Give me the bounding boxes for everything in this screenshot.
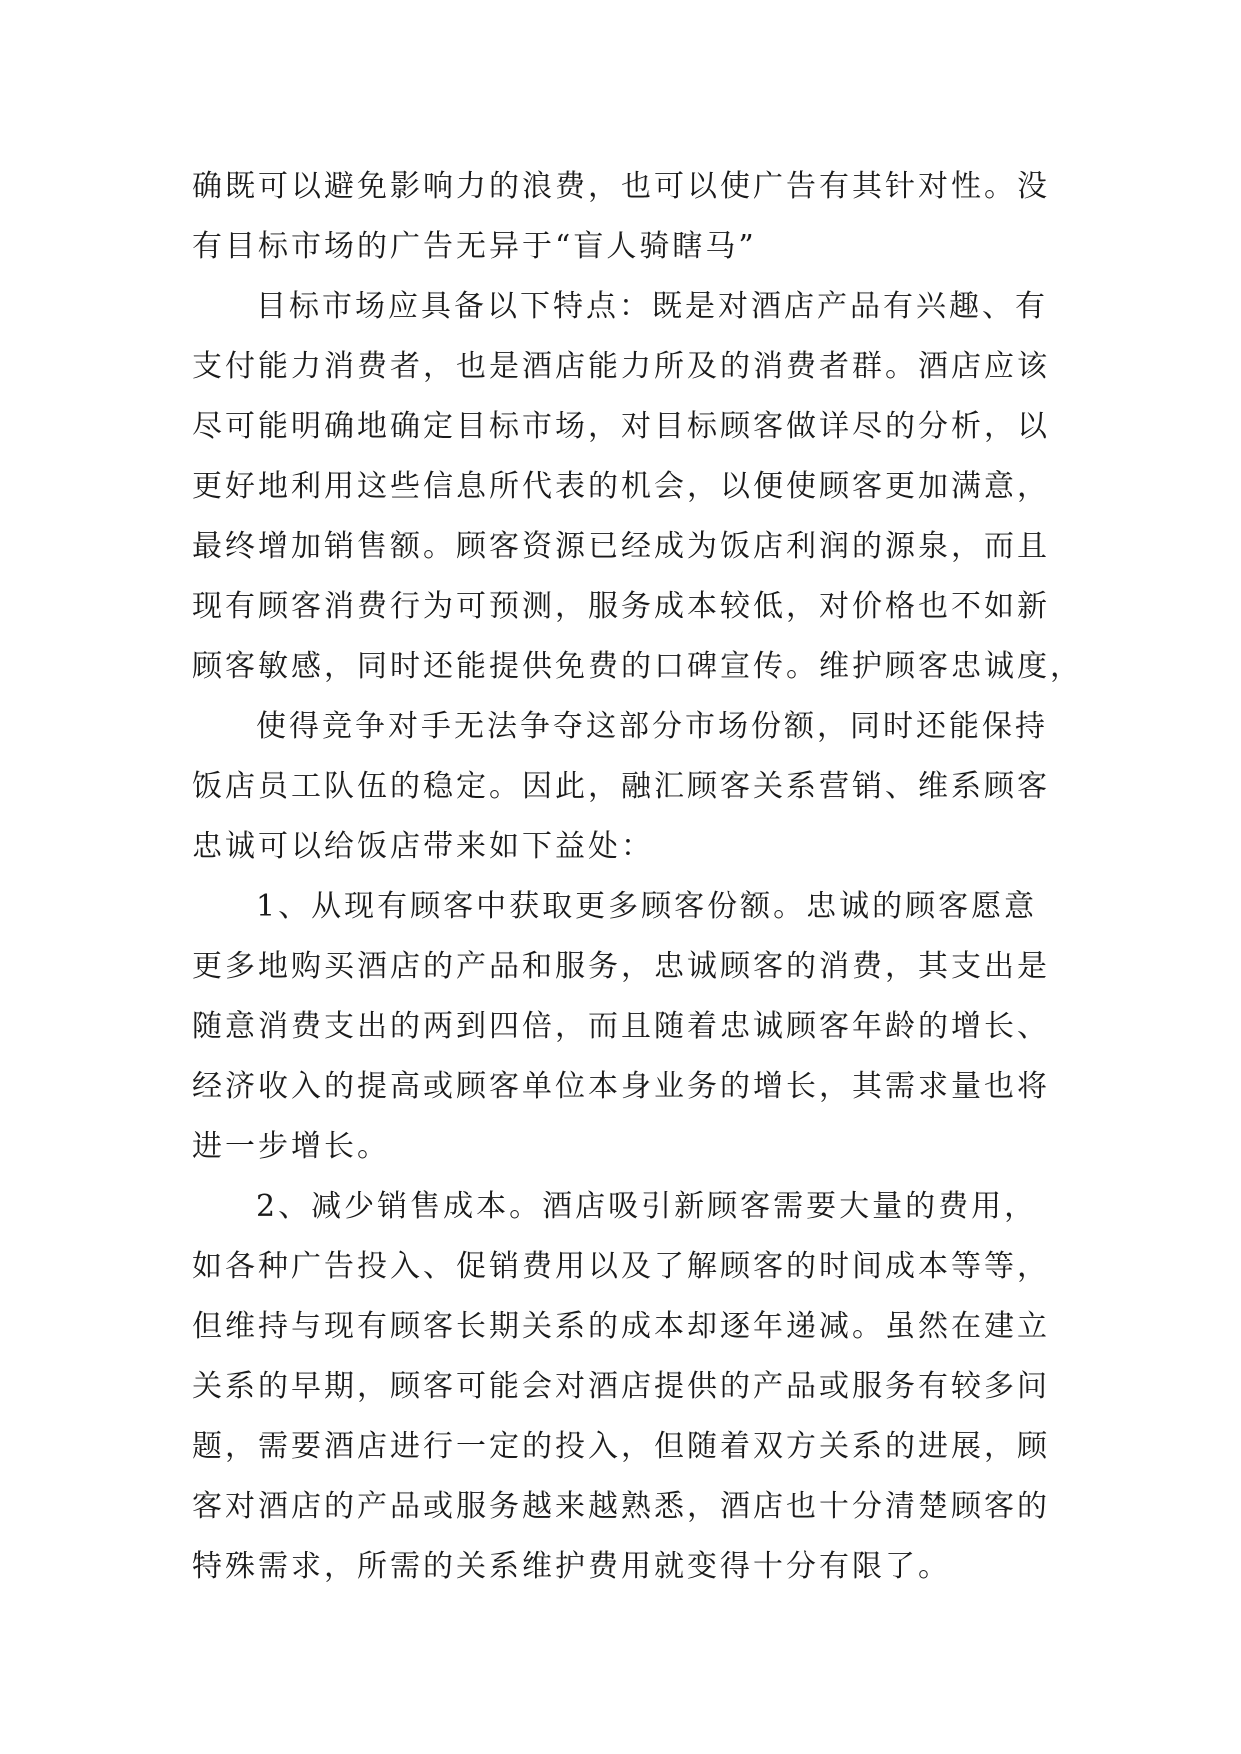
text-line: 进一步增长。 bbox=[192, 1129, 390, 1164]
text-line: 1、从现有顾客中获取更多顾客份额。忠诚的顾客愿意 bbox=[256, 889, 1038, 924]
text-line: 目标市场应具备以下特点：既是对酒店产品有兴趣、有 bbox=[256, 289, 1048, 324]
text-line: 饭店员工队伍的稳定。因此，融汇顾客关系营销、维系顾客 bbox=[192, 769, 1050, 804]
text-line: 但维持与现有顾客长期关系的成本却逐年递减。虽然在建立 bbox=[192, 1309, 1050, 1344]
text-line: 题，需要酒店进行一定的投入，但随着双方关系的进展，顾 bbox=[192, 1429, 1050, 1464]
text-line: 经济收入的提高或顾客单位本身业务的增长，其需求量也将 bbox=[192, 1069, 1050, 1104]
text-line: 2、减少销售成本。酒店吸引新顾客需要大量的费用， bbox=[256, 1189, 1038, 1224]
text-line: 随意消费支出的两到四倍，而且随着忠诚顾客年龄的增长、 bbox=[192, 1009, 1050, 1044]
text-line: 客对酒店的产品或服务越来越熟悉，酒店也十分清楚顾客的 bbox=[192, 1489, 1050, 1524]
text-line: 支付能力消费者，也是酒店能力所及的消费者群。酒店应该 bbox=[192, 349, 1050, 384]
text-line: 使得竞争对手无法争夺这部分市场份额，同时还能保持 bbox=[256, 709, 1048, 744]
text-line: 顾客敏感，同时还能提供免费的口碑宣传。维护顾客忠诚度， bbox=[192, 649, 1083, 684]
document-body bbox=[192, 157, 1083, 1597]
text-line: 更多地购买酒店的产品和服务，忠诚顾客的消费，其支出是 bbox=[192, 949, 1050, 984]
text-line: 关系的早期，顾客可能会对酒店提供的产品或服务有较多问 bbox=[192, 1369, 1050, 1404]
text-line: 更好地利用这些信息所代表的机会，以便使顾客更加满意， bbox=[192, 469, 1050, 504]
text-line: 现有顾客消费行为可预测，服务成本较低，对价格也不如新 bbox=[192, 589, 1050, 624]
text-line: 特殊需求，所需的关系维护费用就变得十分有限了。 bbox=[192, 1549, 951, 1584]
text-line: 如各种广告投入、促销费用以及了解顾客的时间成本等等， bbox=[192, 1249, 1050, 1284]
text-line: 忠诚可以给饭店带来如下益处： bbox=[192, 829, 654, 864]
text-line: 确既可以避免影响力的浪费，也可以使广告有其针对性。没 bbox=[192, 169, 1050, 204]
text-line: 最终增加销售额。顾客资源已经成为饭店利润的源泉，而且 bbox=[192, 529, 1050, 564]
text-line: 尽可能明确地确定目标市场，对目标顾客做详尽的分析，以 bbox=[192, 409, 1050, 444]
text-line: 有目标市场的广告无异于“盲人骑瞎马” bbox=[192, 229, 757, 264]
